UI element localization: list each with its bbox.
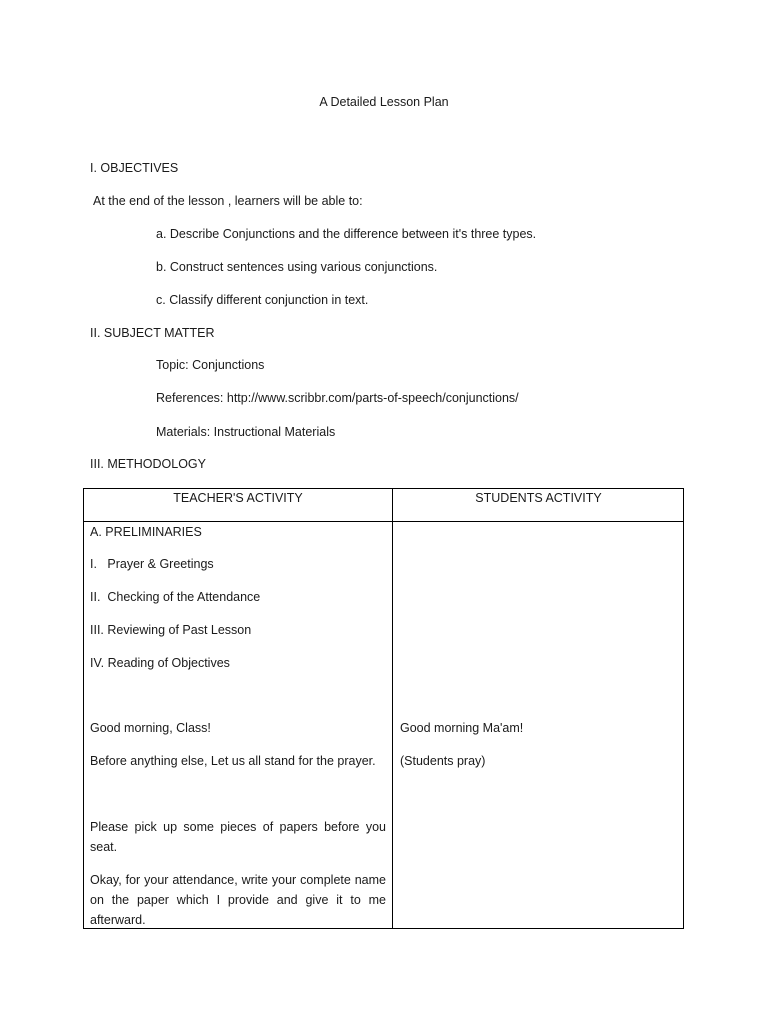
methodology-table — [83, 488, 684, 929]
objectives-intro: At the end of the lesson , learners will be able to: — [93, 194, 363, 208]
students-prayer: (Students pray) — [400, 754, 486, 768]
methodology-heading: III. METHODOLOGY — [90, 457, 206, 471]
students-activity-header: STUDENTS ACTIVITY — [475, 491, 602, 505]
topic-line: Topic: Conjunctions — [156, 358, 265, 372]
preliminaries-heading: A. PRELIMINARIES — [90, 525, 202, 539]
objective-item-a: a. Describe Conjunctions and the difference between it's three types. — [156, 227, 537, 241]
teacher-paper-instruction: Please pick up some pieces of papers before you seat. — [90, 820, 386, 854]
preliminary-item: IV. Reading of Objectives — [90, 656, 230, 670]
preliminary-item: II. Checking of the Attendance — [90, 590, 261, 604]
teacher-activity-header: TEACHER'S ACTIVITY — [173, 491, 303, 505]
table-header-divider — [83, 521, 684, 522]
objective-item-c: c. Classify different conjunction in text. — [156, 293, 369, 307]
document-title: A Detailed Lesson Plan — [319, 95, 449, 109]
materials-line: Materials: Instructional Materials — [156, 425, 336, 439]
preliminary-item: I. Prayer & Greetings — [90, 557, 214, 571]
students-greeting: Good morning Ma'am! — [400, 721, 524, 735]
table-column-divider — [392, 488, 393, 929]
teacher-prayer-instruction: Before anything else, Let us all stand for the prayer. — [90, 754, 376, 768]
teacher-attendance-instruction: Okay, for your attendance, write your complete name on the paper which I provide and give it to me afterward. — [90, 873, 386, 927]
objective-item-b: b. Construct sentences using various conjunctions. — [156, 260, 438, 274]
objectives-heading: I. OBJECTIVES — [90, 161, 179, 175]
preliminary-item: III. Reviewing of Past Lesson — [90, 623, 252, 637]
subject-matter-heading: II. SUBJECT MATTER — [90, 326, 215, 340]
references-line: References: http://www.scribbr.com/parts-of-speech/conjunctions/ — [156, 391, 519, 405]
teacher-greeting: Good morning, Class! — [90, 721, 211, 735]
